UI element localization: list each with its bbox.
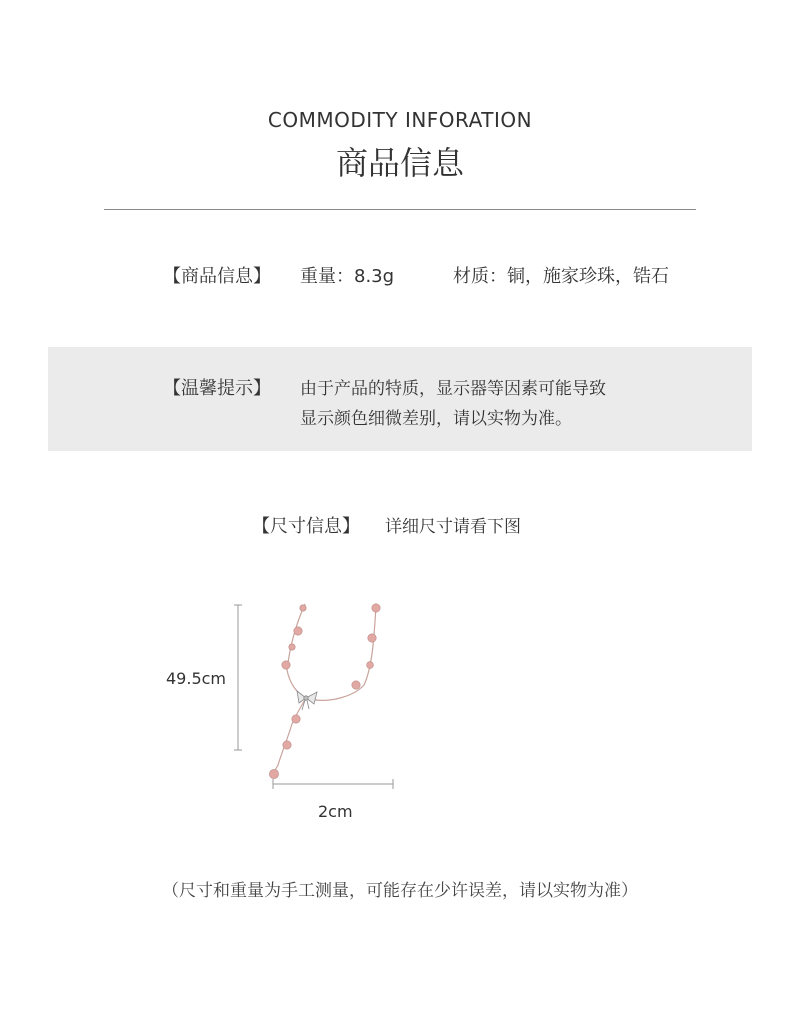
product-info-label: 【商品信息】	[163, 266, 271, 287]
title-divider	[104, 209, 696, 210]
measurement-footnote: （尺寸和重量为手工测量，可能存在少许误差，请以实物为准）	[162, 881, 638, 901]
width-dimension-label: 2cm	[318, 802, 353, 821]
notice-label: 【温馨提示】	[163, 378, 271, 399]
section-title-english: COMMODITY INFORATION	[267, 108, 533, 132]
pearl-bead	[289, 644, 295, 650]
notice-band	[48, 347, 752, 451]
pearl-bead	[372, 604, 380, 612]
weight-value: 重量：8.3g	[300, 266, 395, 287]
pearl-bead	[282, 661, 290, 669]
notice-line-2: 显示颜色细微差别，请以实物为准。	[300, 409, 572, 429]
pearl-bead	[352, 681, 360, 689]
pearl-bead	[294, 627, 302, 635]
pearl-bead	[269, 769, 278, 778]
pearl-bead	[367, 662, 374, 669]
notice-line-1: 由于产品的特质，显示器等因素可能导致	[300, 379, 606, 399]
necklace-image	[269, 604, 380, 779]
pearl-bead	[283, 741, 291, 749]
width-dimension-line	[273, 779, 393, 789]
height-dimension-line	[234, 605, 242, 750]
pearl-bead	[300, 605, 306, 611]
pearl-bead	[292, 715, 300, 723]
length-dimension-label: 49.5cm	[166, 669, 227, 688]
section-title-chinese: 商品信息	[335, 144, 464, 182]
size-info-label: 【尺寸信息】	[252, 516, 360, 537]
material-value: 材质：铜，施家珍珠，锆石	[453, 266, 669, 287]
product-size-diagram	[0, 590, 800, 810]
size-info-text: 详细尺寸请看下图	[385, 517, 521, 537]
pearl-bead	[368, 634, 376, 642]
